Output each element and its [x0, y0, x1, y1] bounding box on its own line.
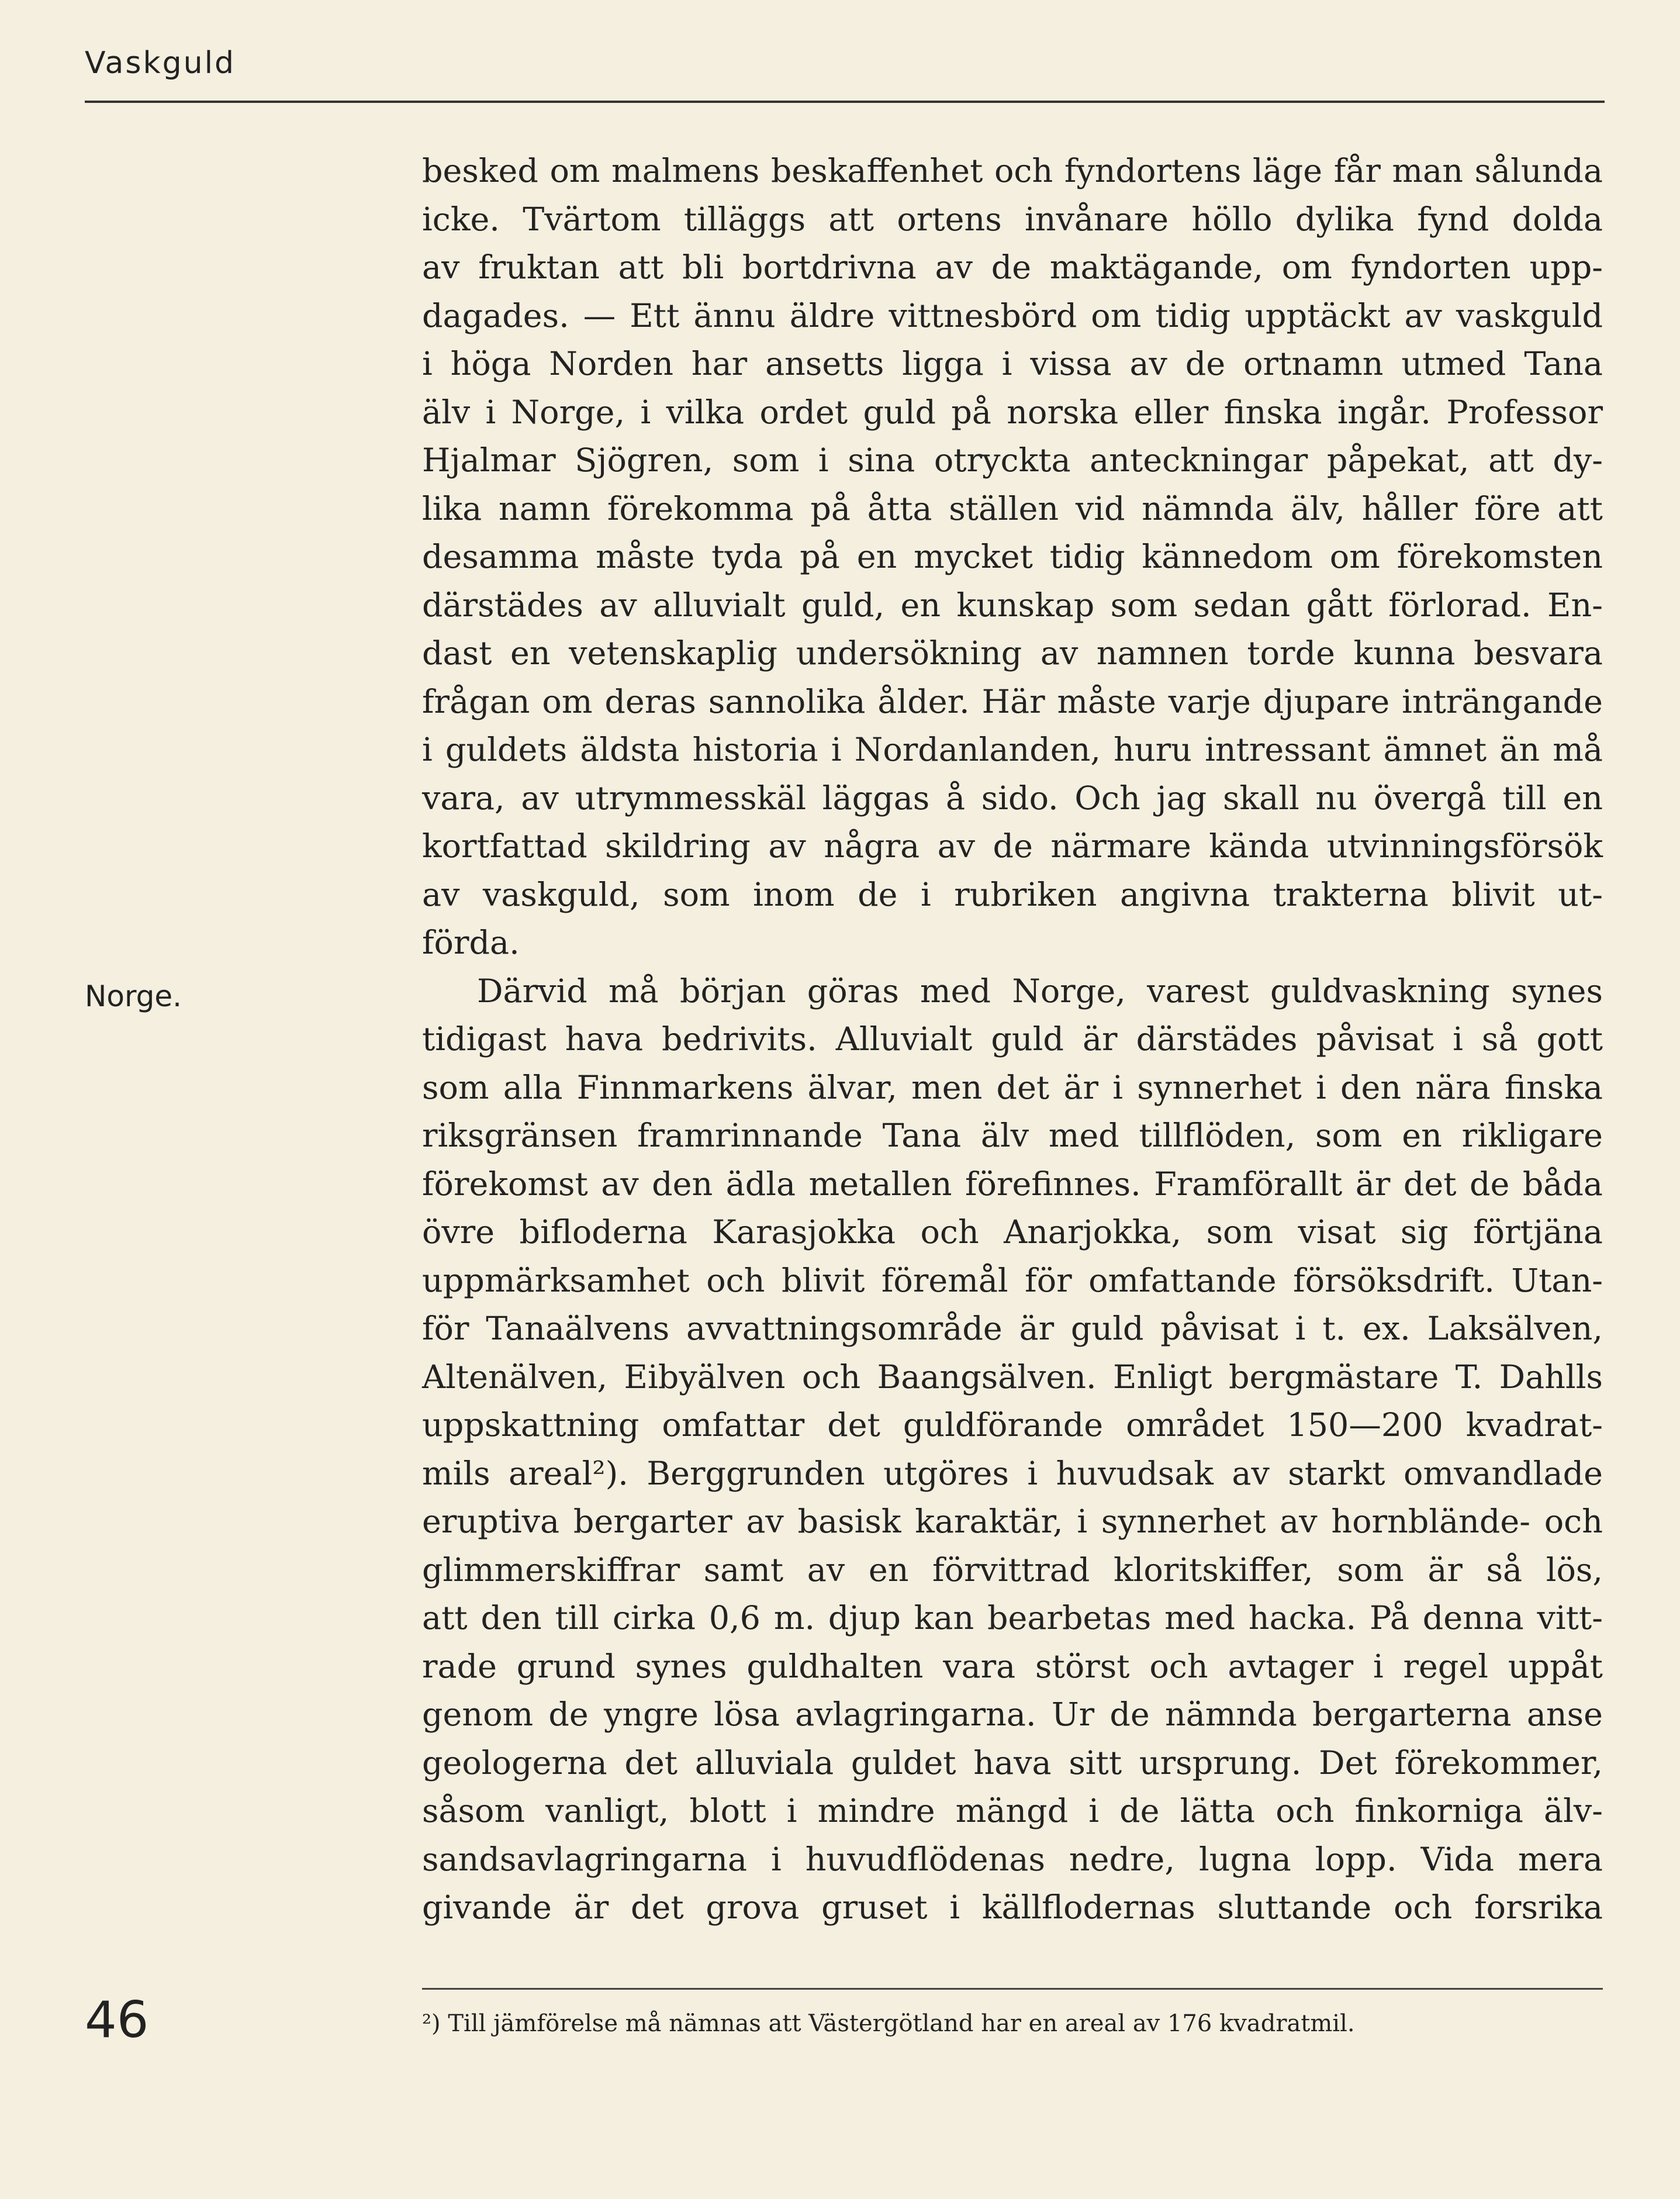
running-head: Vaskguld — [85, 46, 236, 81]
text-line: såsom vanligt, blott i mindre mängd i de lätta och finkorniga älv- — [422, 1792, 1603, 1830]
text-line: av fruktan att bli bortdrivna av de maktägande, om fyndorten upp- — [422, 248, 1603, 286]
text-line: eruptiva bergarter av basisk karaktär, i synnerhet av hornblände- och — [422, 1503, 1603, 1541]
text-line: uppskattning omfattar det guldförande området 150—200 kvadrat- — [422, 1406, 1603, 1444]
footnote-marker: ²) — [422, 2010, 441, 2037]
text-line: kortfattad skildring av några av de närmare kända utvinningsförsök — [422, 827, 1603, 865]
text-line: av vaskguld, som inom de i rubriken angivna trakterna blivit ut- — [422, 875, 1603, 914]
text-line: Därvid må början göras med Norge, varest guldvaskning synes — [477, 972, 1603, 1010]
text-line: besked om malmens beskaffenhet och fyndortens läge får man sålunda — [422, 152, 1603, 190]
text-line: därstädes av alluvialt guld, en kunskap som sedan gått förlorad. En- — [422, 586, 1603, 624]
margin-note: Norge. — [85, 979, 182, 1013]
text-line: förekomst av den ädla metallen förefinnes. Framförallt är det de båda — [422, 1165, 1603, 1203]
text-line: Altenälven, Eibyälven och Baangsälven. Enligt bergmästare T. Dahlls — [422, 1358, 1603, 1396]
text-line: riksgränsen framrinnande Tana älv med tillflöden, som en rikligare — [422, 1117, 1603, 1155]
text-line: för Tanaälvens avvattningsområde är guld påvisat i t. ex. Laksälven, — [422, 1310, 1603, 1348]
text-line: glimmerskiffrar samt av en förvittrad kloritskiffer, som är så lös, — [422, 1551, 1603, 1589]
text-line: dast en vetenskaplig undersökning av namnen torde kunna besvara — [422, 634, 1603, 672]
text-line: övre bifloderna Karasjokka och Anarjokka, som visat sig förtjäna — [422, 1213, 1603, 1251]
footnote — [422, 2010, 1355, 2037]
text-line: rade grund synes guldhalten vara störst och avtager i regel uppåt — [422, 1647, 1603, 1686]
text-line: tidigast hava bedrivits. Alluvialt guld är därstädes påvisat i så gott — [422, 1020, 1603, 1058]
text-line: genom de yngre lösa avlagringarna. Ur de nämnda bergarterna anse — [422, 1696, 1603, 1734]
text-line: uppmärksamhet och blivit föremål för omfattande försöksdrift. Utan- — [422, 1261, 1603, 1300]
text-line: i guldets äldsta historia i Nordanlanden, huru intressant ämnet än må — [422, 731, 1603, 769]
text-line: vara, av utrymmesskäl läggas å sido. Och jag skall nu övergå till en — [422, 779, 1603, 817]
footnote-text: Till jämförelse må nämnas att Västergötland har en areal av 176 kvadratmil. — [448, 2010, 1355, 2037]
text-line: dagades. — Ett ännu äldre vittnesbörd om tidig upptäckt av vaskguld — [422, 296, 1603, 335]
text-line: frågan om deras sannolika ålder. Här måste varje djupare inträngande — [422, 682, 1603, 721]
text-line: desamma måste tyda på en mycket tidig kännedom om förekomsten — [422, 538, 1603, 576]
page-number: 46 — [85, 1991, 149, 2049]
text-line: att den till cirka 0,6 m. djup kan bearbetas med hacka. På denna vitt- — [422, 1599, 1603, 1637]
text-line: Hjalmar Sjögren, som i sina otryckta anteckningar påpekat, att dy- — [422, 441, 1603, 479]
text-line: älv i Norge, i vilka ordet guld på norska eller finska ingår. Professor — [422, 393, 1603, 431]
text-line: som alla Finnmarkens älvar, men det är i synnerhet i den nära finska — [422, 1068, 1603, 1107]
body-text — [422, 147, 1603, 1932]
text-line: sandsavlagringarna i huvudflödenas nedre, lugna lopp. Vida mera — [422, 1840, 1603, 1879]
text-line: icke. Tvärtom tilläggs att ortens invånare höllo dylika fynd dolda — [422, 200, 1603, 239]
text-line: givande är det grova gruset i källflodernas sluttande och forsrika — [422, 1889, 1603, 1927]
footnote-rule — [422, 1988, 1603, 1990]
header-rule — [85, 101, 1605, 103]
text-line: lika namn förekomma på åtta ställen vid nämnda älv, håller före att — [422, 489, 1603, 528]
text-line: i höga Norden har ansetts ligga i vissa av de ortnamn utmed Tana — [422, 345, 1603, 383]
text-line: förda. — [422, 924, 520, 962]
text-line: geologerna det alluviala guldet hava sitt ursprung. Det förekommer, — [422, 1744, 1603, 1782]
text-line: mils areal²). Berggrunden utgöres i huvudsak av starkt omvandlade — [422, 1454, 1603, 1493]
